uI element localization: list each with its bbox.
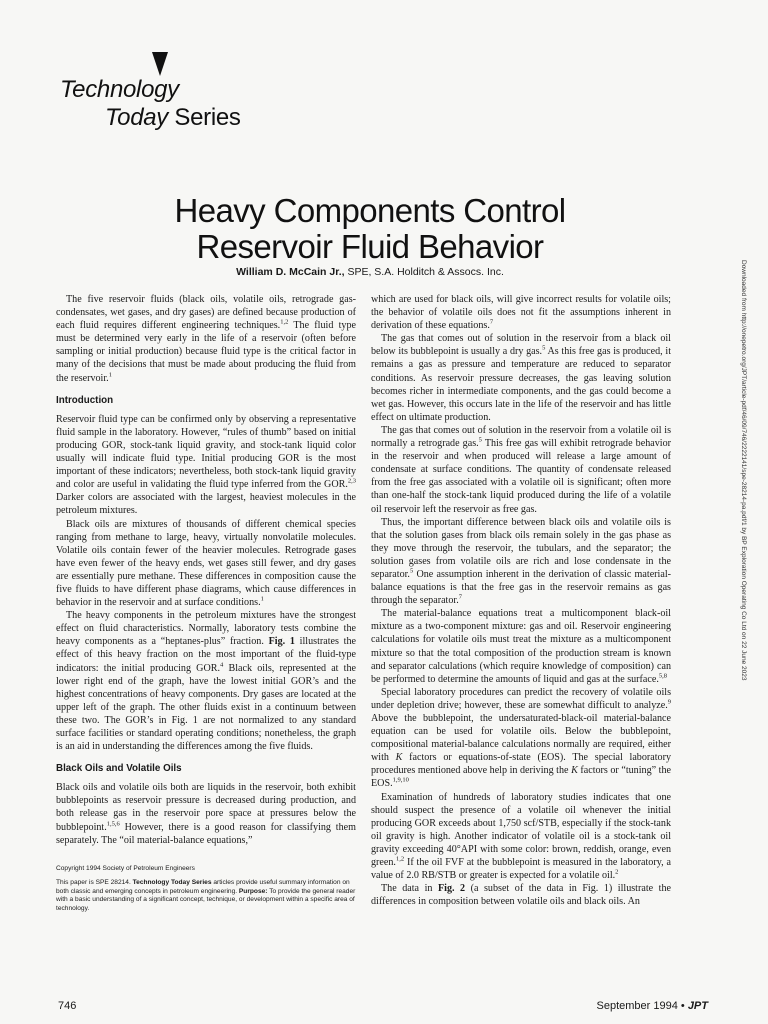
intro-paragraph: The five reservoir fluids (black oils, volatile oils, retrograde gas-condensates, wet gases, and dry gases) are defined because production of each fluid requires different engineering techniques.$^{1,2}$ The fluid type must be determined very early in the life of a reservoir (often before sampling or initial production) because fluid type is the critical factor in many of the decisions that must be made about producing the fluid from the reservoir.$^1$ — [56, 294, 356, 384]
article-title — [0, 193, 740, 265]
paragraph: Reservoir fluid type can be confirmed only by observing a representative fluid sample in the laboratory. However, “rules of thumb” based on initial producing GOR, stock-tank liquid gravity, and stock-tank liquid color usually will indicate fluid type. Initial producing GOR is the most important of these indicators; nevertheless, both stock-tank liquid gravity and color are useful in validating the fluid type inferred from the GOR.$^{2,3}$ Darker colors are associated with the largest, heaviest molecules in the petroleum mixtures. — [56, 413, 356, 517]
copyright-block — [56, 865, 356, 914]
section-heading-introduction: Introduction — [56, 394, 114, 406]
journal-footer — [597, 1000, 709, 1012]
paragraph: which are used for black oils, will give incorrect results for volatile oils; the behavior of volatile oils does not fit the assumptions inherent in derivation of these equations.$^7$ — [371, 294, 671, 332]
paragraph: The gas that comes out of solution in the reservoir from a black oil below its bubblepoint is usually a dry gas.$^5$ As this free gas is produced, it remains a gas as pressure and temperature are reduced to separator conditions. As reservoir pressure decreases, the gas leaving solution becomes richer in intermediate components, and the gas could become a wet gas. However, this occurs late in the life of the reservoir and has little effect on ultimate production. — [371, 333, 671, 423]
series-today: Today — [105, 104, 169, 131]
paragraph: Black oils are mixtures of thousands of different chemical species ranging from methane to large, heavy, virtually nonvolatile molecules. Volatile oils contain fewer of the heavier molecules. Retrograde gases have even fewer of the heavy ends, wet gases still fewer, and dry gases are essentially pure methane. These differences in composition cause the five fluids to have different phase diagrams, which cause differences in behavior in the reservoir and at surface conditions.$^1$ — [56, 518, 356, 609]
journal-name: JPT — [687, 1000, 708, 1012]
page-number: 746 — [58, 1000, 77, 1012]
paragraph: The heavy components in the petroleum mixtures have the strongest effect on fluid characteristics. Normally, laboratory tests combine the heavy components as a “heptanes-plus” fraction. Fig. 1 illustrates the effect of this heavy fraction on the most important of the fluid-type indicators: the initial producing GOR.$^4$ Black oils, represented at the lower right end of the graph, have the lowest initial GOR’s and the highest concentrations of heavy components. Dry gases are located at the upper left of the graph. The other fluids exist in a continuum between these two. The GOR’s in Fig. 1 are not normalized to any standard surface facilities or standard operating conditions; nonetheless, the graph is an aid in understanding the differences among the five fluids. — [56, 610, 356, 753]
paragraph: The data in Fig. 2 (a subset of the data in Fig. 1) illustrate the differences in composition between volatile oils and black oils. An — [371, 883, 671, 908]
author-line — [0, 266, 740, 278]
right-column — [371, 293, 671, 908]
copyright-line: Copyright 1994 Society of Petroleum Engineers — [56, 864, 195, 872]
paragraph: Special laboratory procedures can predict the recovery of volatile oils under depletion drive; however, these are somewhat difficult to analyze.$^9$ Above the bubblepoint, the undersaturated-black-oil material-balance equation can be used for volatile oils. Below the bubblepoint, compositional material-balance calculations normally are required, either with K factors or equations-of-state (EOS). The special laboratory procedures mentioned above help in deriving the K factors or “tuning” the EOS.$^{1,9,10}$ — [371, 686, 671, 790]
paragraph: Thus, the important difference between black oils and volatile oils is that the solution gases from black oils remain solely in the gas phase as they move through the reservoir, the tubulars, and the separator; the solution gases from volatile oils are rich and lose condensate in the separator.$^5$ One assumption inherent in the derivation of classic material-balance equations is that the free gas in the reservoir remains as gas through the separator.$^7$ — [371, 516, 671, 607]
series-line-1: Technology — [60, 76, 179, 103]
section-heading-black-oils: Black Oils and Volatile Oils — [56, 763, 182, 775]
series-line-2 — [105, 104, 241, 132]
paragraph: The gas that comes out of solution in the reservoir from a volatile oil is normally a retrograde gas.$^5$ This free gas will exhibit retrograde behavior in the reservoir and when produced will release a large amount of condensate at surface conditions. The quantity of condensate released from the free gas associated with a volatile oil is significant; often more than one-half the stock-tank liquid produced during the life of a volatile oil reservoir left the reservoir as free gas. — [371, 424, 671, 515]
download-watermark: Downloaded from http://onepetro.org/JPT/article-pdf/46/09/746/2222141/spe-28214-pa.pdf/1 by BP Exploration Operating Co Ltd on 22 June 2023 — [740, 260, 747, 681]
left-column — [56, 293, 356, 919]
paragraph: Examination of hundreds of laboratory studies indicates that one should suspect the presence of a volatile oil whenever the initial producing GOR exceeds about 1,750 scf/STB, especially if the stock-tank oil gravity is high. Another indicator of volatile oil is a stock-tank oil gravity exceeding 40°API with some color: brown, reddish, orange, even green.$^{1,2}$ If the oil FVF at the bubblepoint is measured in the laboratory, a value of 2.0 RB/STB or greater is expected for a volatile oil.$^2$ — [371, 791, 671, 882]
series-word: Series — [168, 104, 241, 131]
paragraph: The material-balance equations treat a multicomponent black-oil mixture as a two-component mixture: gas and oil. Reservoir engineering calculations for volatile oils must treat the mixture as a multicomponent mixture so that the total composition of the production stream is known and separator calculations (which require knowledge of composition) can be performed to determine the amounts of liquid and gas at the surface.$^{5,8}$ — [371, 608, 671, 685]
series-note: This paper is SPE 28214. Technology Today Series articles provide useful summary information on both classic and emerging concepts in petroleum engineering. Purpose: To provide the general reader with a basic understanding of a significant concept, technique, or development within a specific area of technology. — [56, 879, 356, 912]
title-line-2: Reservoir Fluid Behavior — [196, 228, 544, 265]
issue-date: September 1994 • — [596, 1000, 688, 1012]
author-affiliation: SPE, S.A. Holditch & Assocs. Inc. — [344, 266, 504, 278]
title-line-1: Heavy Components Control — [174, 192, 566, 229]
author-name: William D. McCain Jr., — [236, 266, 345, 278]
triangle-marker-icon — [152, 52, 168, 76]
paragraph: Black oils and volatile oils both are liquids in the reservoir, both exhibit bubblepoints as reservoir pressure is decreased during production, and both release gas in the reservoir pore space at pressures below the bubblepoint.$^{1,5,6}$ However, there is a good reason for classifying them separately. The “oil material-balance equations,” — [56, 782, 356, 846]
